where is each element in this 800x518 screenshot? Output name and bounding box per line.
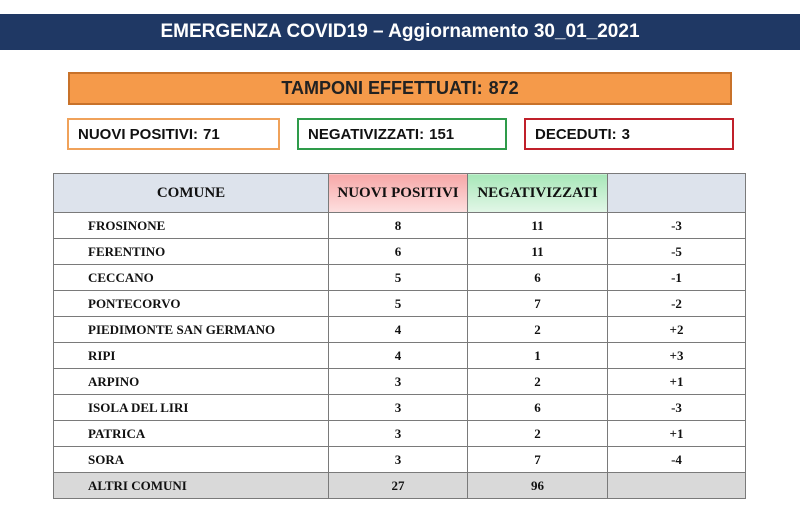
cell-positivi: 4 <box>329 317 468 343</box>
table-row <box>54 291 746 317</box>
negativizzati-label: NEGATIVIZZATI: <box>308 125 425 143</box>
tamponi-value: 872 <box>488 78 519 98</box>
cell-negativizzati: 96 <box>468 473 608 499</box>
deceduti-box <box>524 118 734 150</box>
negativizzati-box <box>297 118 507 150</box>
cell-differenza: -2 <box>608 291 746 317</box>
header-comune: COMUNE <box>54 174 329 213</box>
cell-differenza: +2 <box>608 317 746 343</box>
deceduti-label: DECEDUTI: <box>535 125 617 143</box>
cell-differenza: +1 <box>608 369 746 395</box>
table-row <box>54 369 746 395</box>
cell-comune: PONTECORVO <box>54 291 329 317</box>
cell-comune: ARPINO <box>54 369 329 395</box>
table-row <box>54 213 746 239</box>
cell-negativizzati: 7 <box>468 291 608 317</box>
cell-negativizzati: 2 <box>468 317 608 343</box>
cell-comune: PATRICA <box>54 421 329 447</box>
tamponi-label: TAMPONI EFFETTUATI: <box>281 78 483 98</box>
cell-positivi: 3 <box>329 395 468 421</box>
cell-negativizzati: 11 <box>468 213 608 239</box>
cell-comune: ISOLA DEL LIRI <box>54 395 329 421</box>
table-header-row <box>54 174 746 213</box>
cell-negativizzati: 2 <box>468 369 608 395</box>
cell-negativizzati: 2 <box>468 421 608 447</box>
header-negativizzati: NEGATIVIZZATI <box>468 174 608 213</box>
cell-comune: SORA <box>54 447 329 473</box>
cell-comune: CECCANO <box>54 265 329 291</box>
cell-positivi: 3 <box>329 421 468 447</box>
cell-negativizzati: 1 <box>468 343 608 369</box>
comuni-table <box>53 173 746 499</box>
cell-differenza: -5 <box>608 239 746 265</box>
cell-positivi: 3 <box>329 447 468 473</box>
table-row <box>54 343 746 369</box>
cell-differenza: -3 <box>608 395 746 421</box>
deceduti-value: 3 <box>621 125 631 143</box>
cell-comune: PIEDIMONTE SAN GERMANO <box>54 317 329 343</box>
cell-differenza <box>608 473 746 499</box>
tamponi-banner <box>68 72 732 105</box>
cell-positivi: 6 <box>329 239 468 265</box>
cell-comune: RIPI <box>54 343 329 369</box>
cell-differenza: -4 <box>608 447 746 473</box>
table-row-altri-comuni <box>54 473 746 499</box>
cell-differenza: -1 <box>608 265 746 291</box>
cell-comune: FROSINONE <box>54 213 329 239</box>
cell-positivi: 4 <box>329 343 468 369</box>
table-row <box>54 447 746 473</box>
header-differenza <box>608 174 746 213</box>
table-row <box>54 421 746 447</box>
cell-differenza: -3 <box>608 213 746 239</box>
cell-positivi: 8 <box>329 213 468 239</box>
cell-positivi: 3 <box>329 369 468 395</box>
table-row <box>54 265 746 291</box>
table-row <box>54 239 746 265</box>
cell-negativizzati: 6 <box>468 395 608 421</box>
nuovi-positivi-value: 71 <box>203 125 220 143</box>
cell-negativizzati: 11 <box>468 239 608 265</box>
cell-negativizzati: 7 <box>468 447 608 473</box>
header-nuovi-positivi: NUOVI POSITIVI <box>329 174 468 213</box>
cell-positivi: 5 <box>329 265 468 291</box>
cell-comune: FERENTINO <box>54 239 329 265</box>
nuovi-positivi-box <box>67 118 280 150</box>
cell-differenza: +1 <box>608 421 746 447</box>
cell-negativizzati: 6 <box>468 265 608 291</box>
cell-comune: ALTRI COMUNI <box>54 473 329 499</box>
table-row <box>54 395 746 421</box>
cell-positivi: 27 <box>329 473 468 499</box>
table-row <box>54 317 746 343</box>
cell-positivi: 5 <box>329 291 468 317</box>
page-title: EMERGENZA COVID19 – Aggiornamento 30_01_2021 <box>0 14 800 50</box>
nuovi-positivi-label: NUOVI POSITIVI: <box>78 125 199 143</box>
negativizzati-value: 151 <box>429 125 455 143</box>
cell-differenza: +3 <box>608 343 746 369</box>
